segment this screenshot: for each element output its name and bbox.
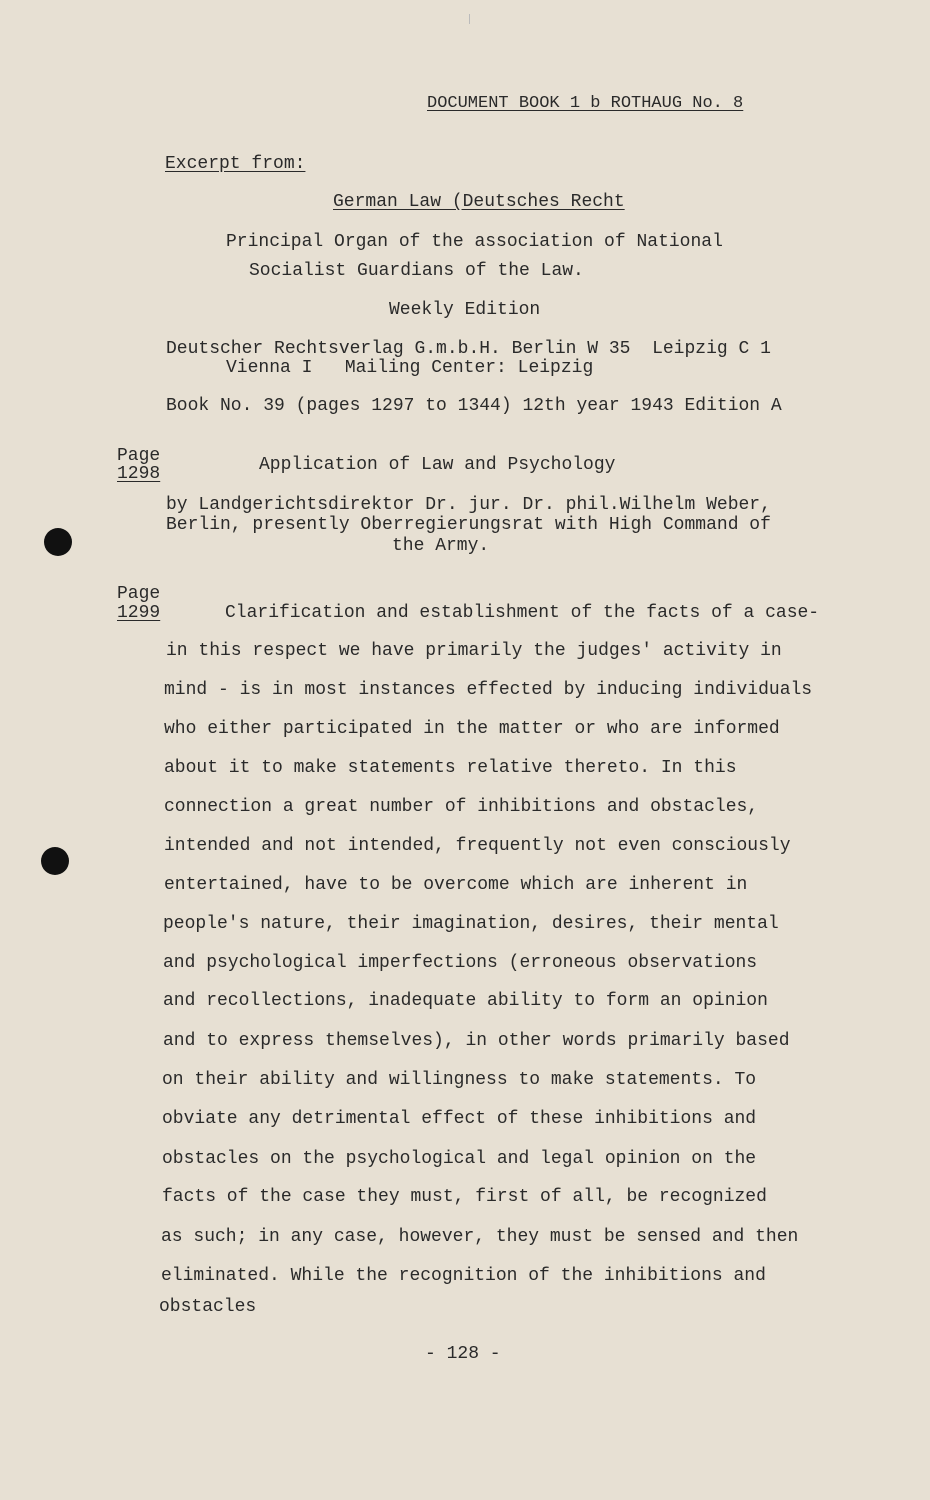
body-line: on their ability and willingness to make statements. To — [162, 1070, 757, 1090]
publication-edition: Weekly Edition — [389, 300, 541, 320]
publication-organ-line-2: Socialist Guardians of the Law. — [249, 261, 584, 281]
body-line: as such; in any case, however, they must be sensed and then — [161, 1227, 799, 1247]
document-reference: DOCUMENT BOOK 1 b ROTHAUG No. 8 — [427, 94, 744, 113]
body-line: in this respect we have primarily the judges' activity in — [166, 641, 782, 661]
author-line-3: the Army. — [392, 536, 490, 556]
body-line: obstacles — [159, 1297, 257, 1317]
body-line: and recollections, inadequate ability to form an opinion — [163, 991, 768, 1011]
punch-hole-upper — [44, 528, 72, 556]
punch-hole-lower — [41, 847, 69, 875]
body-line: who either participated in the matter or who are informed — [164, 719, 780, 739]
body-line: obviate any detrimental effect of these inhibitions and — [162, 1109, 757, 1129]
body-line: eliminated. While the recognition of the inhibitions and — [161, 1266, 766, 1286]
publication-title: German Law (Deutsches Recht — [333, 192, 625, 212]
page-label: Page — [117, 584, 161, 604]
body-line: mind - is in most instances effected by inducing individuals — [164, 680, 813, 700]
body-line: intended and not intended, frequently not even consciously — [164, 836, 791, 856]
body-line: people's nature, their imagination, desires, their mental — [163, 914, 779, 934]
body-line: entertained, have to be overcome which are inherent in — [164, 875, 748, 895]
publication-organ-line-1: Principal Organ of the association of National — [226, 232, 723, 252]
body-line: obstacles on the psychological and legal opinion on the — [162, 1149, 757, 1169]
page-number-1299: 1299 — [117, 603, 161, 623]
author-line-1: by Landgerichtsdirektor Dr. jur. Dr. phil.Wilhelm Weber, — [166, 495, 771, 515]
excerpt-label: Excerpt from: — [165, 154, 306, 174]
body-line: facts of the case they must, first of all, be recognized — [162, 1187, 767, 1207]
footer-page-number: - 128 - — [425, 1344, 501, 1364]
body-line: connection a great number of inhibitions and obstacles, — [164, 797, 759, 817]
book-info: Book No. 39 (pages 1297 to 1344) 12th year 1943 Edition A — [166, 396, 782, 416]
page-label: Page — [117, 446, 161, 466]
article-title: Application of Law and Psychology — [259, 455, 616, 475]
body-line: and psychological imperfections (erroneous observations — [163, 953, 758, 973]
author-line-2: Berlin, presently Oberregierungsrat with High Command of — [166, 515, 771, 535]
body-line: Clarification and establishment of the facts of a case- — [225, 603, 820, 623]
body-line: about it to make statements relative thereto. In this — [164, 758, 737, 778]
publisher-line-2: Vienna I Mailing Center: Leipzig — [226, 358, 594, 378]
publisher-line-1: Deutscher Rechtsverlag G.m.b.H. Berlin W 35 Leipzig C 1 — [166, 339, 771, 359]
margin-mark — [469, 14, 470, 24]
page-number-1298: 1298 — [117, 464, 161, 484]
body-line: and to express themselves), in other words primarily based — [163, 1031, 790, 1051]
